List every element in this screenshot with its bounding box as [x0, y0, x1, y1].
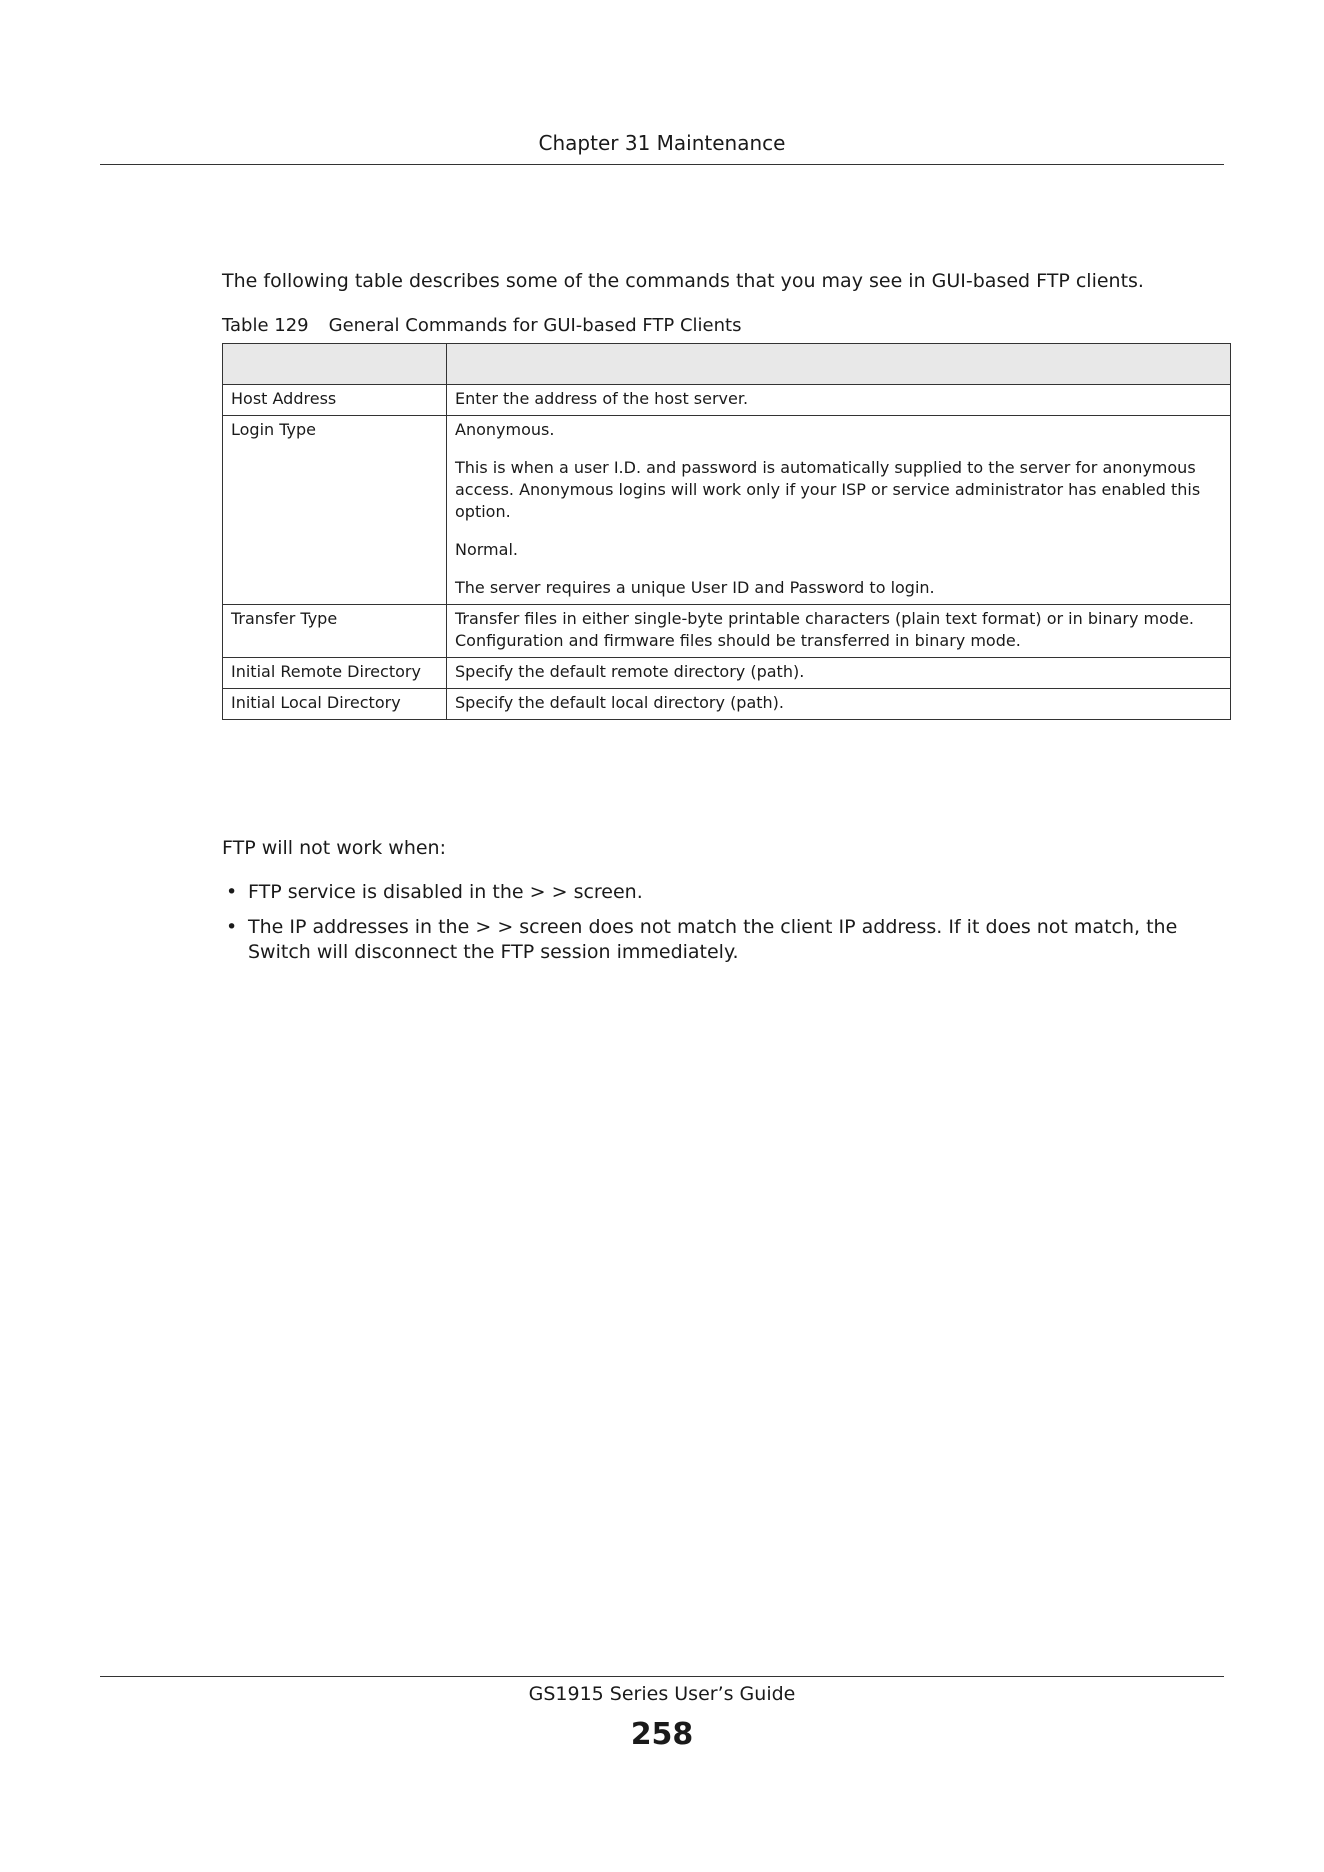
- restrictions-lead: FTP will not work when:: [222, 837, 447, 859]
- table-row: [223, 416, 1231, 605]
- chapter-title: Chapter 31 Maintenance: [538, 131, 786, 155]
- description-text: The server requires a unique User ID and Password to login.: [455, 578, 935, 597]
- command-cell: Initial Remote Directory: [223, 658, 447, 689]
- description-text: Anonymous.: [455, 420, 555, 439]
- list-item: • FTP service is disabled in the > > screen.: [226, 881, 643, 903]
- command-cell: Transfer Type: [223, 605, 447, 658]
- description-text: Enter the address of the host server.: [455, 389, 749, 408]
- table-row: [223, 689, 1231, 720]
- command-cell: Host Address: [223, 385, 447, 416]
- page-header: [100, 128, 1224, 165]
- table-caption: [222, 315, 741, 336]
- column-header-description: [447, 344, 1231, 385]
- item-text: FTP service is disabled in the: [248, 881, 524, 903]
- description-cell: [447, 689, 1231, 720]
- description-cell: [447, 658, 1231, 689]
- page-footer: [100, 1676, 1224, 1752]
- description-cell: [447, 416, 1231, 605]
- description-text: Transfer files in either single-byte printable characters (plain text format) or in binary mode. Configuration and firmware files should be transferred in binary mode.: [455, 609, 1194, 650]
- command-cell: Initial Local Directory: [223, 689, 447, 720]
- item-text: The IP addresses in the: [248, 916, 470, 938]
- description-text: Normal.: [455, 540, 518, 559]
- description-text: Specify the default remote directory (path).: [455, 662, 805, 681]
- bullet-icon: •: [226, 881, 238, 903]
- table-number: Table 129: [222, 315, 309, 336]
- table-header-row: [223, 344, 1231, 385]
- description-cell: [447, 605, 1231, 658]
- page-number: 258: [630, 1717, 694, 1752]
- list-item: • The IP addresses in the > > screen does not match the client IP address. If it does not match, the Switch will disconnect the FTP session immediately.: [226, 916, 1178, 963]
- description-text: Specify the default local directory (path).: [455, 693, 785, 712]
- intro-paragraph: The following table describes some of the commands that you may see in GUI-based FTP clients.: [222, 270, 1144, 292]
- table-row: [223, 385, 1231, 416]
- item-text: screen does not match the client IP address. If it does not match, the Switch will disconnect the FTP session immediately.: [248, 916, 1178, 963]
- table-row: [223, 605, 1231, 658]
- table-row: [223, 658, 1231, 689]
- bullet-icon: •: [226, 916, 238, 938]
- column-header-command: [223, 344, 447, 385]
- restrictions-list: [222, 880, 1182, 975]
- description-text: This is when a user I.D. and password is automatically supplied to the server for anonymous access. Anonymous logins will work only if your ISP or service administrator has enabled this option.: [455, 458, 1201, 521]
- description-cell: [447, 385, 1231, 416]
- table-title: General Commands for GUI-based FTP Clients: [328, 315, 742, 336]
- guide-title: GS1915 Series User’s Guide: [528, 1683, 796, 1705]
- item-text: screen.: [573, 881, 643, 903]
- ftp-commands-table: [222, 343, 1231, 720]
- command-cell: Login Type: [223, 416, 447, 605]
